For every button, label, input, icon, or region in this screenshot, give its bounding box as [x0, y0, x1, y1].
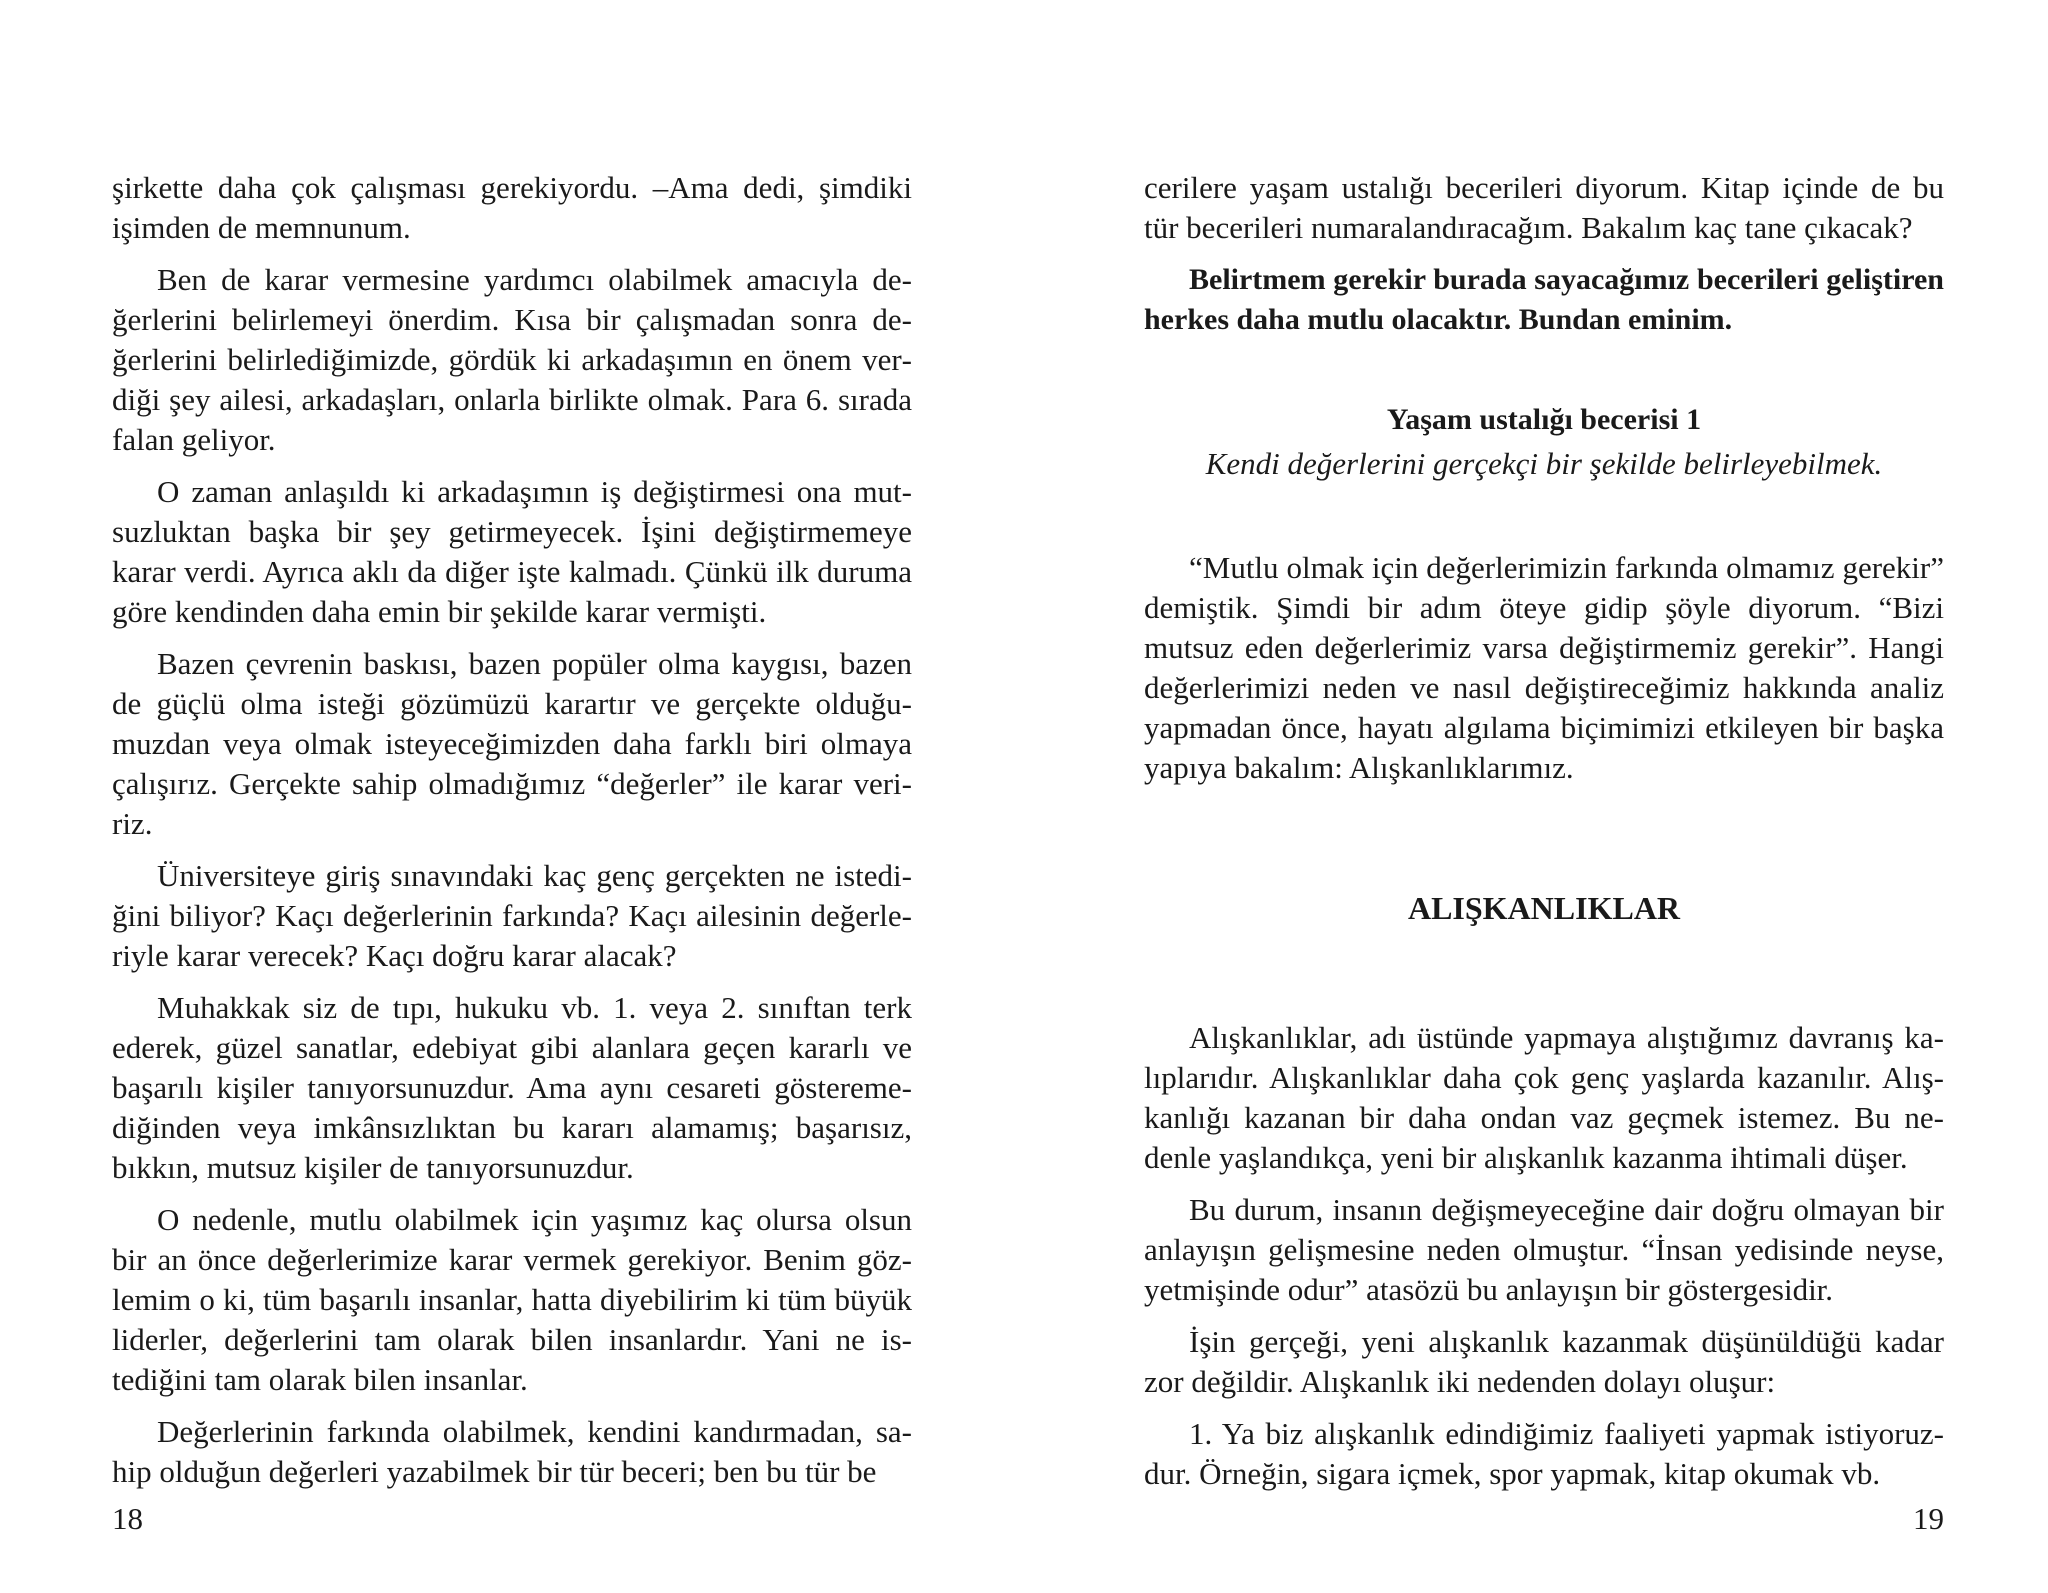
right-page: [1024, 0, 2048, 1593]
paragraph: Bu durum, insanın değişmeyeceğine dair doğru olmayan bir anlayışın gelişmesine neden olmuştur. “İnsan yedisinde neyse, yetmişinde odur” atasözü bu anlayışın bir göstergesidir.: [1144, 1192, 1944, 1307]
paragraph: Değerlerinin farkında olabilmek, kendini kandırmadan, sahip olduğun değerleri yazabilmek bir tür beceri; ben bu tür be: [112, 1414, 912, 1489]
paragraph: O nedenle, mutlu olabilmek için yaşımız kaç olursa olsun bir an önce değerlerimize karar vermek gerekiyor. Benim gözlemim o ki, tüm başarılı insanlar, hatta diyebilirim ki tüm büyük liderler, değerlerini tam olarak bilen insanlardır. Yani ne istediğini tam olarak bilen insanlar.: [112, 1202, 912, 1397]
paragraph: 1. Ya biz alışkanlık edindiğimiz faaliyeti yapmak istiyoruzdur. Örneğin, sigara içmek, spor yapmak, kitap okumak vb.: [1144, 1416, 1944, 1491]
paragraph: Üniversiteye giriş sınavındaki kaç genç gerçekten ne istediğini biliyor? Kaçı değerlerinin farkında? Kaçı ailesinin değerleriyle karar verecek? Kaçı doğru karar alacak?: [112, 858, 912, 973]
paragraph: şirkette daha çok çalışması gerekiyordu. –Ama dedi, şimdiki işimden de memnunum.: [112, 170, 912, 245]
skill-subtitle: Kendi değerlerini gerçekçi bir şekilde belirleyebilmek.: [1205, 446, 1883, 481]
bold-paragraph: Belirtmem gerekir burada sayacağımız becerileri geliştiren herkes daha mutlu olacaktır. Bundan eminim.: [1144, 263, 1944, 336]
paragraph: Alışkanlıklar, adı üstünde yapmaya alıştığımız davranış kalıplarıdır. Alışkanlıklar daha çok genç yaşlarda kazanılır. Alışkanlığı kazanan bir daha ondan vaz geçmek istemez. Bu nedenle yaşlandıkça, yeni bir alışkanlık kazanma ihtimali düşer.: [1144, 1020, 1944, 1175]
paragraph: Ben de karar vermesine yardımcı olabilmek amacıyla değerlerini belirlemeyi önerdim. Kısa bir çalışmadan sonra değerlerini belirlediğimizde, gördük ki arkadaşımın en önem verdiği şey ailesi, arkadaşları, onlarla birlikte olmak. Para 6. sırada falan geliyor.: [112, 262, 912, 457]
page-number: 18: [112, 1501, 143, 1536]
paragraph: O zaman anlaşıldı ki arkadaşımın iş değiştirmesi ona mutsuzluktan başka bir şey getirmeyecek. İşini değiştirmemeye karar verdi. Ayrıca aklı da diğer işte kalmadı. Çünkü ilk duruma göre kendinden daha emin bir şekilde karar vermişti.: [112, 474, 912, 629]
paragraph: Bazen çevrenin baskısı, bazen popüler olma kaygısı, bazen de güçlü olma isteği gözümüzü karartır ve gerçekte olduğumuzdan veya olmak isteyeceğimizden daha farklı biri olmaya çalışırız. Gerçekte sahip olmadığımız “değerler” ile karar veririz.: [112, 646, 912, 841]
page-number: 19: [1913, 1501, 1944, 1536]
paragraph: cerilere yaşam ustalığı becerileri diyorum. Kitap içinde de bu tür becerileri numaralandıracağım. Bakalım kaç tane çıkacak?: [1144, 170, 1944, 245]
skill-title: Yaşam ustalığı becerisi 1: [1386, 403, 1702, 436]
paragraph: Muhakkak siz de tıpı, hukuku vb. 1. veya 2. sınıftan terk ederek, güzel sanatlar, edebiyat gibi alanlara geçen kararlı ve başarılı kişiler tanıyorsunuzdur. Ama aynı cesareti gösteremediğinden veya imkânsızlıktan bu kararı alamamış; başarısız, bıkkın, mutsuz kişiler de tanıyorsunuzdur.: [112, 990, 912, 1185]
right-page-text: [1144, 168, 1944, 1506]
paragraph: İşin gerçeği, yeni alışkanlık kazanmak düşünüldüğü kadar zor değildir. Alışkanlık iki nedenden dolayı oluşur:: [1144, 1324, 1944, 1399]
left-page-text: [112, 168, 912, 1504]
paragraph: “Mutlu olmak için değerlerimizin farkında olmamız gerekir” demiştik. Şimdi bir adım öteye gidip şöyle diyorum. “Bizi mutsuz eden değerlerimiz varsa değiştirmemiz gerekir”. Hangi değerlerimizi neden ve nasıl değiştireceğimiz hakkında analiz yapmadan önce, hayatı algılama biçimimizi etkileyen bir başka yapıya bakalım: Alışkanlıklarımız.: [1144, 550, 1944, 785]
section-title: ALIŞKANLIKLAR: [1407, 890, 1681, 926]
